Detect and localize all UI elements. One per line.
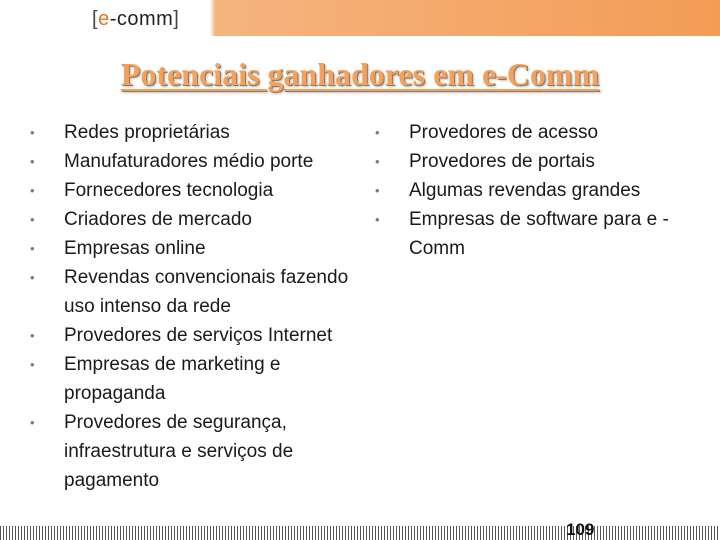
list-item xyxy=(30,176,350,205)
page-number: 109 xyxy=(566,520,595,539)
logo xyxy=(92,4,210,34)
bullet-icon: • xyxy=(30,125,35,140)
right-bullet-list xyxy=(375,118,695,263)
list-item-text: Empresas online xyxy=(64,238,206,259)
list-item xyxy=(30,350,350,408)
list-item-text: Provedores de acesso xyxy=(409,122,599,143)
list-item xyxy=(30,408,350,495)
list-item xyxy=(30,118,350,147)
logo-text: -comm xyxy=(109,8,174,30)
list-item-text: Algumas revendas grandes xyxy=(409,180,641,201)
list-item-text: Provedores de serviços Internet xyxy=(64,325,333,346)
list-item xyxy=(30,234,350,263)
list-item-text: Revendas convencionais fazendo uso intenso da rede xyxy=(64,267,349,317)
list-item-text: Fornecedores tecnologia xyxy=(64,180,274,201)
list-item-text: Provedores de segurança, infraestrutura e serviços de pagamento xyxy=(64,412,294,491)
list-item xyxy=(30,263,350,321)
bullet-icon: • xyxy=(375,154,380,169)
list-item xyxy=(375,147,695,176)
logo-bracket-close: ] xyxy=(173,8,180,30)
list-item xyxy=(30,205,350,234)
bullet-icon: • xyxy=(30,270,35,285)
footer-strip xyxy=(0,526,720,540)
bullet-icon: • xyxy=(30,212,35,227)
list-item-text: Criadores de mercado xyxy=(64,209,252,230)
bullet-icon: • xyxy=(30,328,35,343)
list-item xyxy=(30,321,350,350)
bullet-icon: • xyxy=(30,241,35,256)
list-item xyxy=(375,176,695,205)
left-bullet-list xyxy=(30,118,350,495)
bullet-icon: • xyxy=(375,183,380,198)
list-item-text: Redes proprietárias xyxy=(64,122,230,143)
slide-title: Potenciais ganhadores em e-Comm xyxy=(120,56,600,92)
bullet-icon: • xyxy=(30,357,35,372)
list-item xyxy=(30,147,350,176)
list-item xyxy=(375,118,695,147)
bullet-icon: • xyxy=(375,125,380,140)
logo-e: e xyxy=(98,8,110,30)
list-item-text: Provedores de portais xyxy=(409,151,595,172)
list-item-text: Manufaturadores médio porte xyxy=(64,151,314,172)
list-item-text: Empresas de software para e -Comm xyxy=(409,209,669,259)
bullet-icon: • xyxy=(30,183,35,198)
list-item xyxy=(375,205,695,263)
bullet-icon: • xyxy=(30,154,35,169)
logo-bracket-open: [ xyxy=(92,8,99,30)
bullet-icon: • xyxy=(375,212,380,227)
bullet-icon: • xyxy=(30,415,35,430)
list-item-text: Empresas de marketing e propaganda xyxy=(64,354,281,404)
